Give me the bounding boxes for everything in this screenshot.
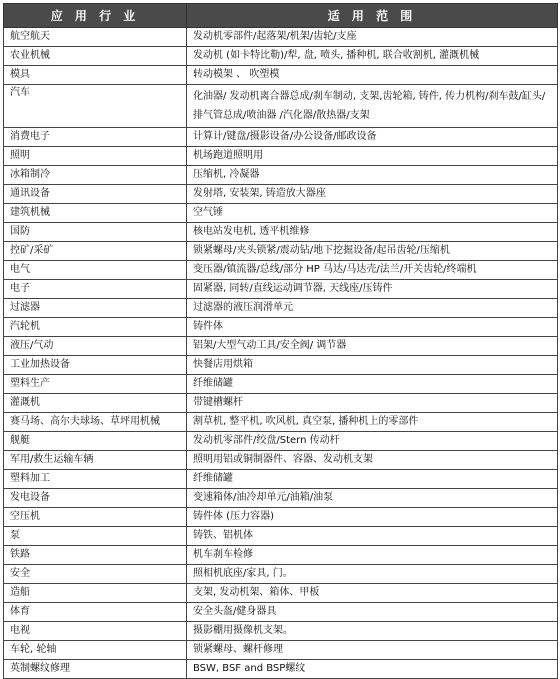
- application-cell: 纤维储罐: [187, 375, 558, 394]
- application-cell: 机场跑道照明用: [187, 147, 558, 166]
- industry-cell: 模具: [4, 66, 187, 85]
- table-row: [4, 356, 558, 375]
- industry-cell: 过滤器: [4, 299, 187, 318]
- industry-cell: 造船: [4, 584, 187, 603]
- application-cell: 支架, 发动机架、箱体、甲板: [187, 584, 558, 603]
- industry-cell: 农业机械: [4, 47, 187, 66]
- application-cell: 固紧器, 同转/直线运动调节器, 天线座/压铸件: [187, 280, 558, 299]
- table-row: [4, 318, 558, 337]
- table-row: [4, 66, 558, 85]
- industry-cell: 电子: [4, 280, 187, 299]
- industry-cell: 军用/救生运输车辆: [4, 451, 187, 470]
- application-cell: 变速箱体/油冷却单元/油箱/油泵: [187, 489, 558, 508]
- application-cell: 空气锤: [187, 204, 558, 223]
- application-cell: 带键槽螺杆: [187, 394, 558, 413]
- application-cell: 铸件体: [187, 318, 558, 337]
- table-row: [4, 375, 558, 394]
- table-row: [4, 147, 558, 166]
- industry-cell: 舰艇: [4, 432, 187, 451]
- industry-cell: 控矿/采矿: [4, 242, 187, 261]
- industry-cell: 电视: [4, 622, 187, 641]
- table-row: [4, 641, 558, 660]
- header-industry: 应 用 行 业: [4, 4, 187, 28]
- table-row: [4, 261, 558, 280]
- application-cell: 核电站发电机, 透平机维修: [187, 223, 558, 242]
- industry-cell: 塑料生产: [4, 375, 187, 394]
- industry-cell: 泵: [4, 527, 187, 546]
- application-cell: 压缩机, 冷凝器: [187, 166, 558, 185]
- table-row: [4, 85, 558, 128]
- table-row: [4, 394, 558, 413]
- application-cell: 发动机零部件/起落架/机架/齿轮/支座: [187, 28, 558, 47]
- table-row: [4, 432, 558, 451]
- industry-cell: 汽车: [4, 85, 187, 128]
- table-row: [4, 204, 558, 223]
- industry-cell: 通讯设备: [4, 185, 187, 204]
- application-cell: 锁紧螺母、螺杆修理: [187, 641, 558, 660]
- table-row: [4, 280, 558, 299]
- industry-cell: 塑料加工: [4, 470, 187, 489]
- table-row: [4, 337, 558, 356]
- application-cell: 化油器/ 发动机离合器总成/刹车制动, 支架,齿轮箱, 铸件, 传力机构/刹车鼓/缸头/排气管总成/喷油器 /汽化器/散热器/支架: [187, 85, 558, 128]
- industry-cell: 体育: [4, 603, 187, 622]
- industry-cell: 国防: [4, 223, 187, 242]
- industry-cell: 电气: [4, 261, 187, 280]
- table-row: [4, 565, 558, 584]
- industry-cell: 赛马场、高尔夫球场、草坪用机械: [4, 413, 187, 432]
- industry-cell: 车轮, 轮轴: [4, 641, 187, 660]
- application-cell: 照相机底座/家具, 门。: [187, 565, 558, 584]
- application-cell: 纤维储罐: [187, 470, 558, 489]
- header-application: 适 用 范 围: [187, 4, 558, 28]
- table-row: [4, 413, 558, 432]
- industry-cell: 照明: [4, 147, 187, 166]
- industry-cell: 安全: [4, 565, 187, 584]
- industry-cell: 空压机: [4, 508, 187, 527]
- table-row: [4, 470, 558, 489]
- application-cell: 摄影棚用摄像机支架。: [187, 622, 558, 641]
- application-table: [3, 3, 558, 679]
- industry-cell: 工业加热设备: [4, 356, 187, 375]
- table-row: [4, 508, 558, 527]
- application-cell: 照明用铝或铜制器件、容器、发动机支架: [187, 451, 558, 470]
- industry-cell: 汽轮机: [4, 318, 187, 337]
- industry-cell: 灌溉机: [4, 394, 187, 413]
- table-row: [4, 527, 558, 546]
- industry-cell: 发电设备: [4, 489, 187, 508]
- table-row: [4, 166, 558, 185]
- industry-cell: 航空航天: [4, 28, 187, 47]
- application-cell: 转动模架 、 吹塑模: [187, 66, 558, 85]
- industry-cell: 液压/气动: [4, 337, 187, 356]
- application-cell: 发动机 (如卡特比勒)/犁, 盘, 喷头, 播种机, 联合收割机, 灌溉机械: [187, 47, 558, 66]
- table-row: [4, 546, 558, 565]
- table-row: [4, 451, 558, 470]
- application-cell: 铸件体 (压力容器): [187, 508, 558, 527]
- application-cell: 变压器/镇流器/总线/部分 HP 马达/马达壳/法兰/开关齿轮/终端机: [187, 261, 558, 280]
- application-cell: 快餐店用烘箱: [187, 356, 558, 375]
- table-row: [4, 223, 558, 242]
- table-header-row: [4, 4, 558, 28]
- application-cell: 铸铁、铝机体: [187, 527, 558, 546]
- application-table-container: [3, 3, 557, 679]
- table-row: [4, 28, 558, 47]
- industry-cell: 铁路: [4, 546, 187, 565]
- application-cell: 计算计/键盘/摄影设备/办公设备/邮政设备: [187, 128, 558, 147]
- application-cell: 安全头盔/健身器具: [187, 603, 558, 622]
- industry-cell: 冰箱制冷: [4, 166, 187, 185]
- table-row: [4, 622, 558, 641]
- table-row: [4, 242, 558, 261]
- application-cell: 割草机, 整平机, 吹风机, 真空泵, 播种机上的零部件: [187, 413, 558, 432]
- table-row: [4, 47, 558, 66]
- table-body: [4, 28, 558, 679]
- industry-cell: 消费电子: [4, 128, 187, 147]
- application-cell: 发动机零部件/绞盘/Stern 传动杆: [187, 432, 558, 451]
- table-row: [4, 299, 558, 318]
- table-row: [4, 603, 558, 622]
- application-cell: 过滤器的液压润滑单元: [187, 299, 558, 318]
- table-row: [4, 584, 558, 603]
- table-row: [4, 489, 558, 508]
- industry-cell: 建筑机械: [4, 204, 187, 223]
- application-cell: 铝架/大型气动工具/安全阀/ 调节器: [187, 337, 558, 356]
- application-cell: 发射塔, 安装架, 铸造放大器座: [187, 185, 558, 204]
- application-cell: 机车刹车检修: [187, 546, 558, 565]
- application-cell: BSW, BSF and BSP螺纹: [187, 660, 558, 679]
- table-row: [4, 660, 558, 679]
- table-row: [4, 185, 558, 204]
- application-cell: 锁紧螺母/夹头锁紧/震动钻/地下挖掘设备/起吊齿轮/压缩机: [187, 242, 558, 261]
- industry-cell: 英制螺纹修理: [4, 660, 187, 679]
- table-row: [4, 128, 558, 147]
